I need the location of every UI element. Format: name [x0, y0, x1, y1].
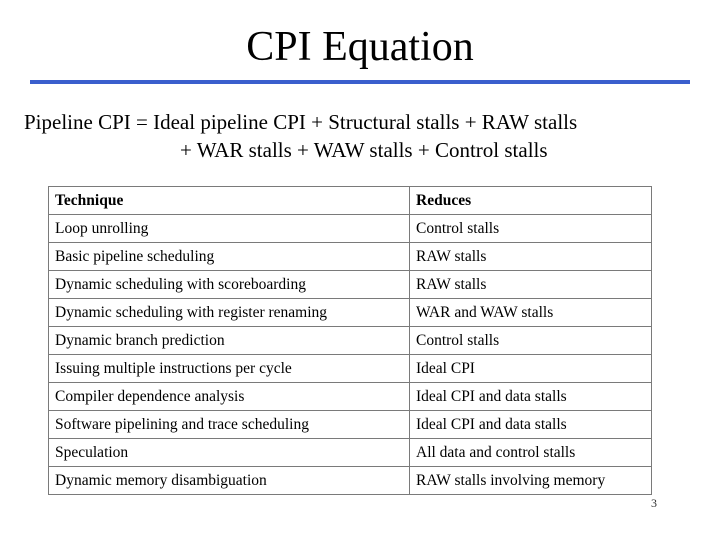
- slide-title: CPI Equation: [246, 24, 474, 70]
- reduces-cell: Control stalls: [410, 215, 652, 243]
- technique-cell: Issuing multiple instructions per cycle: [49, 355, 410, 383]
- technique-cell: Speculation: [49, 439, 410, 467]
- table-row: [49, 243, 652, 271]
- cpi-equation-line-1: Pipeline CPI = Ideal pipeline CPI + Structural stalls + RAW stalls: [24, 110, 578, 134]
- reduces-cell: RAW stalls involving memory: [410, 467, 652, 495]
- technique-cell: Software pipelining and trace scheduling: [49, 411, 410, 439]
- technique-cell: Basic pipeline scheduling: [49, 243, 410, 271]
- reduces-cell: Control stalls: [410, 327, 652, 355]
- header-technique: Technique: [49, 187, 410, 215]
- reduces-cell: All data and control stalls: [410, 439, 652, 467]
- table-header-row: [49, 187, 652, 215]
- reduces-cell: WAR and WAW stalls: [410, 299, 652, 327]
- table-row: [49, 383, 652, 411]
- table-row: [49, 299, 652, 327]
- cpi-equation-line-2: + WAR stalls + WAW stalls + Control stalls: [180, 138, 548, 162]
- table-row: [49, 411, 652, 439]
- page-number: 3: [651, 496, 657, 510]
- technique-cell: Dynamic branch prediction: [49, 327, 410, 355]
- title-underline: [30, 80, 690, 84]
- technique-cell: Compiler dependence analysis: [49, 383, 410, 411]
- table-row: [49, 355, 652, 383]
- table-row: [49, 327, 652, 355]
- reduces-cell: Ideal CPI: [410, 355, 652, 383]
- technique-cell: Dynamic scheduling with scoreboarding: [49, 271, 410, 299]
- reduces-cell: Ideal CPI and data stalls: [410, 383, 652, 411]
- techniques-table: [48, 186, 652, 495]
- reduces-cell: RAW stalls: [410, 243, 652, 271]
- technique-cell: Loop unrolling: [49, 215, 410, 243]
- header-reduces: Reduces: [410, 187, 652, 215]
- technique-cell: Dynamic scheduling with register renaming: [49, 299, 410, 327]
- table-row: [49, 467, 652, 495]
- table-row: [49, 271, 652, 299]
- table-row: [49, 215, 652, 243]
- table-row: [49, 439, 652, 467]
- reduces-cell: Ideal CPI and data stalls: [410, 411, 652, 439]
- technique-cell: Dynamic memory disambiguation: [49, 467, 410, 495]
- reduces-cell: RAW stalls: [410, 271, 652, 299]
